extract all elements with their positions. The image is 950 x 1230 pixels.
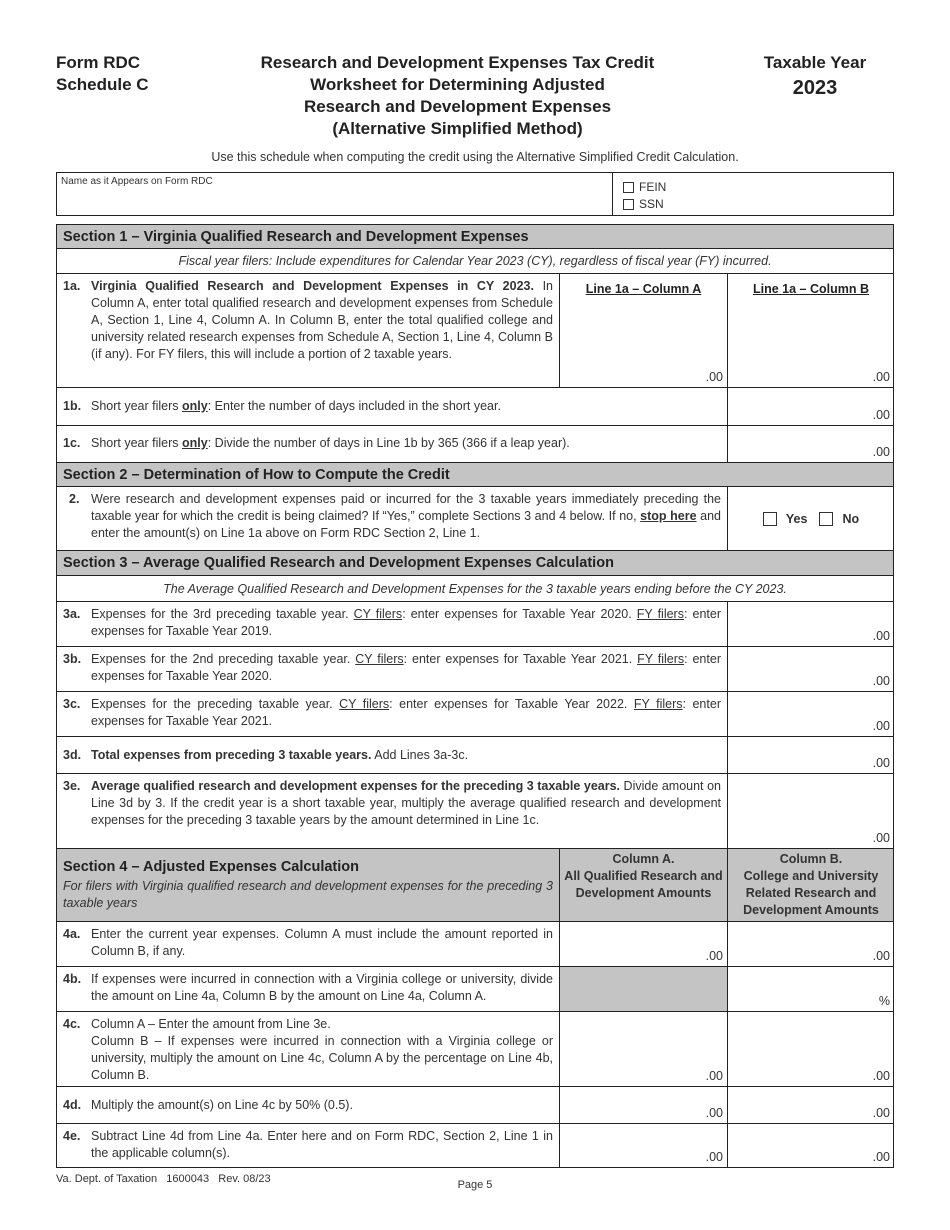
text: Expenses for the 3rd preceding taxable year.	[91, 607, 354, 621]
name-label: Name as it Appears on Form RDC	[61, 176, 213, 187]
underlined-text: CY filers	[355, 652, 404, 666]
ssn-label: SSN	[639, 197, 664, 211]
name-box	[56, 172, 894, 216]
line-number: 4a.	[63, 927, 81, 941]
taxable-year-label: Taxable Year	[763, 53, 867, 72]
section-4-column-b-header	[727, 849, 894, 921]
line-4a-column-a-value: .00	[705, 949, 723, 963]
line-4d-column-b-value: .00	[872, 1106, 890, 1120]
line-1a-text: In Column A, enter total qualified research and development expenses from Schedule A, Section 1, Line 4, Column A. In Column B, enter the total qualified college and university related research expenses from Schedule A, Section 1, Line 4, Column B (if any). For FY filers, this will include a portion of 2 taxable years.	[91, 279, 553, 361]
section-3-note-text: The Average Qualified Research and Development Expenses for the 3 taxable years ending before the CY 2023.	[163, 581, 787, 596]
line-2-row	[56, 487, 894, 551]
text: and enter the amount(s) on Line 1a above on Form RDC Section 2, Line 1.	[91, 509, 721, 540]
line-3a-row	[56, 602, 894, 647]
line-3a-description	[57, 602, 727, 646]
fein-checkbox[interactable]	[623, 182, 634, 193]
line-1c-amount[interactable]	[727, 426, 894, 462]
line-3b-row	[56, 647, 894, 692]
emphasis: only	[182, 436, 208, 450]
section-1-title: Section 1 – Virginia Qualified Research and Development Expenses	[63, 228, 529, 245]
text: Multiply the amount(s) on Line 4c by 50% (0.5).	[91, 1098, 353, 1112]
text: Column B – If expenses were incurred in connection with a Virginia college or university, multiply the amount on Line 4c, Column A by the percentage on Line 4b, Column B.	[91, 1034, 553, 1082]
text: Enter the current year expenses. Column A must include the amount reported in Column B, if any.	[91, 927, 553, 958]
line-3a-amount[interactable]	[727, 602, 894, 646]
line-4d-column-a-value: .00	[705, 1106, 723, 1120]
line-4e-row	[56, 1124, 894, 1168]
line-1a-row	[56, 274, 894, 388]
text: Expenses for the preceding taxable year.	[91, 697, 340, 711]
line-number: 4b.	[63, 972, 82, 986]
section-1-note	[56, 249, 894, 274]
section-2-title: Section 2 – Determination of How to Compute the Credit	[63, 466, 450, 483]
line-4a-column-a[interactable]	[559, 922, 727, 966]
line-1c-row	[56, 426, 894, 463]
line-number: 1c.	[63, 436, 81, 450]
text: Column A – Enter the amount from Line 3e.	[91, 1017, 331, 1031]
line-3e-value: .00	[872, 831, 890, 845]
line-number: 3d.	[63, 748, 82, 762]
line-number: 3e.	[63, 779, 81, 793]
line-3b-description	[57, 647, 727, 691]
no-checkbox[interactable]	[819, 512, 833, 526]
usage-note: Use this schedule when computing the credit using the Alternative Simplified Credit Calculation.	[211, 150, 739, 164]
text: Were research and development expenses paid or incurred for the 3 taxable years immediately preceding the taxable year for which the credit is being claimed? If “Yes,” complete Sections 3 and 4 below. If no,	[91, 492, 721, 523]
line-3b-amount[interactable]	[727, 647, 894, 691]
line-1c-description	[57, 426, 727, 462]
line-1b-value: .00	[872, 408, 890, 422]
text: : enter expenses for Taxable Year 2020.	[402, 607, 637, 621]
underlined-text: FY filers	[633, 697, 683, 711]
line-number: 2.	[69, 492, 80, 506]
line-3b-value: .00	[872, 674, 890, 688]
line-1a-column-b[interactable]	[727, 274, 894, 387]
line-4c-column-a-value: .00	[705, 1069, 723, 1083]
line-4b-row	[56, 967, 894, 1012]
line-number: 1b.	[63, 399, 82, 413]
line-4e-description	[57, 1124, 559, 1167]
column-a-title: Column A.	[612, 852, 675, 866]
line-3d-description	[57, 737, 727, 773]
text: If expenses were incurred in connection with a Virginia college or university, divide the amount on Line 4a, Column B by the amount on Line 4a, Column A.	[91, 972, 553, 1003]
section-2-header	[56, 463, 894, 487]
emphasis: stop here	[640, 509, 697, 523]
ssn-option[interactable]	[623, 197, 664, 211]
divider	[612, 173, 613, 215]
yes-checkbox[interactable]	[763, 512, 777, 526]
text: Subtract Line 4d from Line 4a. Enter here and on Form RDC, Section 2, Line 1 in the applicable column(s).	[91, 1129, 553, 1160]
line-3e-amount[interactable]	[727, 774, 894, 848]
line-4c-column-b-value: .00	[872, 1069, 890, 1083]
line-3e-description	[57, 774, 727, 848]
line-number: 4d.	[63, 1098, 82, 1112]
line-4e-column-b[interactable]	[727, 1124, 894, 1167]
line-4c-row	[56, 1012, 894, 1087]
line-number: 3c.	[63, 697, 81, 711]
yes-label: Yes	[785, 511, 808, 526]
title-line-2: Worksheet for Determining Adjusted	[310, 75, 605, 94]
column-b-title: Column B.	[779, 852, 843, 866]
section-4-subtitle: For filers with Virginia qualified research and development expenses for the preceding 3 taxable years	[63, 879, 553, 910]
line-3c-row	[56, 692, 894, 737]
line-1a-description	[57, 274, 559, 387]
title-line-4: (Alternative Simplified Method)	[332, 119, 583, 138]
underlined-text: CY filers	[353, 607, 403, 621]
line-1a-column-b-header: Line 1a – Column B	[753, 282, 869, 296]
line-1c-value: .00	[872, 445, 890, 459]
text: Divide amount on Line 3d by 3. If the credit year is a short taxable year, multiply the average qualified research and development expenses for the preceding 3 taxable years by the amount determined in Line 1c.	[91, 779, 721, 827]
line-3c-description	[57, 692, 727, 736]
line-4d-column-a[interactable]	[559, 1087, 727, 1123]
footer-form-info: Va. Dept. of Taxation 1600043 Rev. 08/23	[56, 1173, 271, 1185]
line-4b-percent: %	[878, 994, 890, 1008]
text: : Enter the number of days included in the short year.	[207, 399, 501, 413]
line-1a-title: Virginia Qualified Research and Development Expenses in CY 2023.	[91, 279, 534, 293]
line-number: 1a.	[63, 279, 81, 293]
line-4d-description	[57, 1087, 559, 1123]
line-1a-column-b-value: .00	[872, 370, 890, 384]
text: : enter expenses for Taxable Year 2022.	[389, 697, 634, 711]
line-number: 3a.	[63, 607, 81, 621]
taxable-year	[740, 52, 890, 102]
line-4d-row	[56, 1087, 894, 1124]
fein-option[interactable]	[623, 180, 666, 194]
line-4b-column-b[interactable]	[727, 967, 894, 1011]
line-4e-column-a-value: .00	[705, 1150, 723, 1164]
line-3c-value: .00	[872, 719, 890, 733]
underlined-text: FY filers	[636, 607, 684, 621]
fein-label: FEIN	[639, 180, 667, 194]
text: Expenses for the 2nd preceding taxable year.	[91, 652, 356, 666]
page-title	[200, 52, 715, 140]
column-b-subtitle: College and University Related Research and Development Amounts	[743, 869, 879, 917]
section-3-note	[56, 576, 894, 602]
line-1a-column-a-value: .00	[705, 370, 723, 384]
line-3d-row	[56, 737, 894, 774]
line-1b-description	[57, 388, 727, 425]
line-2-answer	[727, 487, 894, 550]
title-line-3: Research and Development Expenses	[303, 97, 612, 116]
text: : Divide the number of days in Line 1b by 365 (366 if a leap year).	[207, 436, 570, 450]
line-4b-column-a-shaded	[559, 967, 727, 1011]
title-line-1: Research and Development Expenses Tax Credit	[260, 53, 655, 72]
line-4d-column-b[interactable]	[727, 1087, 894, 1123]
form-id	[56, 52, 149, 96]
line-4a-column-b[interactable]	[727, 922, 894, 966]
text: : enter expenses for Taxable Year 2021.	[403, 652, 638, 666]
text: : enter expenses for Taxable Year 2019.	[91, 607, 721, 638]
form-name: Form RDC	[56, 53, 141, 72]
page-number: Page 5	[457, 1179, 493, 1191]
text: : enter expenses for Taxable Year 2021.	[91, 697, 721, 728]
no-label: No	[842, 511, 860, 526]
line-4e-column-b-value: .00	[872, 1150, 890, 1164]
section-1-note-text: Fiscal year filers: Include expenditures for Calendar Year 2023 (CY), regardless of fiscal year (FY) incurred.	[178, 254, 772, 268]
emphasis: only	[182, 399, 208, 413]
text: Add Lines 3a-3c.	[371, 748, 469, 762]
line-3e-row	[56, 774, 894, 849]
line-4a-description	[57, 922, 559, 966]
ssn-checkbox[interactable]	[623, 199, 634, 210]
text: Short year filers	[91, 399, 183, 413]
line-number: 4e.	[63, 1129, 81, 1143]
bold-text: Average qualified research and development expenses for the preceding 3 taxable years.	[91, 779, 621, 793]
line-4c-column-b[interactable]	[727, 1012, 894, 1086]
schedule-name: Schedule C	[56, 75, 149, 94]
underlined-text: FY filers	[637, 652, 685, 666]
text: : enter expenses for Taxable Year 2020.	[91, 652, 721, 683]
line-3c-amount[interactable]	[727, 692, 894, 736]
taxable-year-value: 2023	[792, 77, 838, 99]
line-1a-column-a[interactable]	[559, 274, 727, 387]
column-a-subtitle: All Qualified Research and Development Amounts	[564, 869, 723, 900]
section-3-title: Section 3 – Average Qualified Research and Development Expenses Calculation	[63, 555, 614, 571]
bold-text: Total expenses from preceding 3 taxable years.	[91, 748, 372, 762]
line-4b-description	[57, 967, 559, 1011]
section-1-header	[56, 224, 894, 249]
line-1a-column-a-header: Line 1a – Column A	[585, 282, 702, 296]
line-2-description	[57, 487, 727, 550]
line-4c-description	[57, 1012, 559, 1086]
line-4a-column-b-value: .00	[872, 949, 890, 963]
line-3a-value: .00	[872, 629, 890, 643]
text: Short year filers	[91, 436, 183, 450]
section-4-header	[56, 849, 894, 922]
line-number: 3b.	[63, 652, 82, 666]
line-number: 4c.	[63, 1017, 81, 1031]
line-4a-row	[56, 922, 894, 967]
line-4c-column-a[interactable]	[559, 1012, 727, 1086]
line-3d-value: .00	[872, 756, 890, 770]
name-input[interactable]	[61, 189, 606, 213]
line-3d-amount[interactable]	[727, 737, 894, 773]
line-1b-row	[56, 388, 894, 426]
underlined-text: CY filers	[339, 697, 390, 711]
line-1b-amount[interactable]	[727, 388, 894, 425]
section-4-title: Section 4 – Adjusted Expenses Calculation	[63, 859, 359, 875]
section-3-header	[56, 551, 894, 576]
line-4e-column-a[interactable]	[559, 1124, 727, 1167]
section-4-column-a-header	[559, 849, 727, 921]
